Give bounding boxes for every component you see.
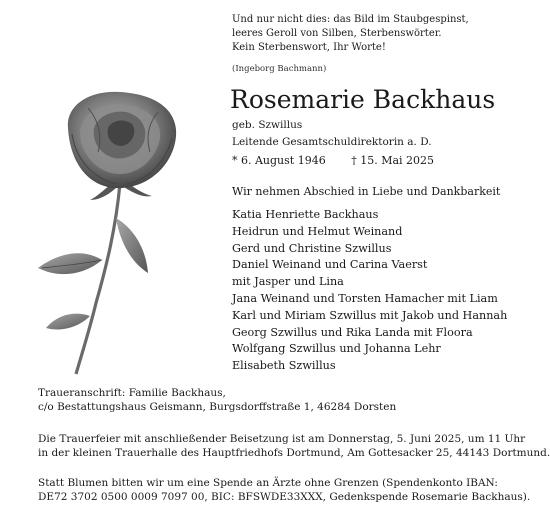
life-dates	[232, 154, 434, 167]
mourning-address	[38, 386, 396, 414]
death-date: † 15. Mai 2025	[351, 154, 435, 167]
list-item: Heidrun und Helmut Weinand	[232, 224, 403, 238]
list-item: Wolfgang Szwillus und Johanna Lehr	[232, 342, 441, 356]
ceremony-info	[38, 432, 550, 460]
address-line: c/o Bestattungshaus Geismann, Burgsdorffstraße 1, 46284 Dorsten	[38, 401, 397, 414]
deceased-name: Rosemarie Backhaus	[230, 85, 496, 114]
donation-line: Statt Blumen bitten wir um eine Spende an Ärzte ohne Grenzen (Spendenkonto IBAN:	[38, 477, 498, 489]
deceased-title: Leitende Gesamtschuldirektorin a. D.	[232, 136, 432, 148]
list-item: Elisabeth Szwillus	[232, 359, 336, 373]
poem-line: Kein Sterbenswort, Ihr Worte!	[232, 42, 386, 53]
donation-info	[38, 476, 530, 504]
list-item: Georg Szwillus und Rika Landa mit Floora	[232, 325, 473, 339]
address-line: Traueranschrift: Familie Backhaus,	[38, 387, 226, 399]
farewell-text: Wir nehmen Abschied in Liebe und Dankbarkeit	[232, 185, 501, 198]
poem	[232, 13, 469, 55]
poem-line: Und nur nicht dies: das Bild im Staubgespinst,	[232, 14, 469, 25]
poem-attribution: (Ingeborg Bachmann)	[232, 64, 327, 74]
birth-date: * 6. August 1946	[232, 154, 326, 167]
list-item: Katia Henriette Backhaus	[232, 208, 379, 221]
list-item: Jana Weinand und Torsten Hamacher mit Liam	[232, 291, 498, 305]
list-item: mit Jasper und Lina	[232, 275, 344, 289]
rose-image	[28, 88, 213, 378]
list-item: Karl und Miriam Szwillus mit Jakob und Hannah	[232, 308, 508, 322]
mourners-list	[232, 207, 507, 375]
poem-line: leeres Geroll von Silben, Sterbenswörter.	[232, 28, 442, 39]
ceremony-line: Die Trauerfeier mit anschließender Beisetzung ist am Donnerstag, 5. Juni 2025, um 11 Uhr	[38, 433, 526, 445]
ceremony-line: in der kleinen Trauerhalle des Hauptfriedhofs Dortmund, Am Gottesacker 25, 44143 Dortmund.	[38, 447, 550, 460]
donation-line: DE72 3702 0500 0009 7097 00, BIC: BFSWDE33XXX, Gedenkspende Rosemarie Backhaus).	[38, 491, 531, 504]
list-item: Gerd und Christine Szwillus	[232, 241, 392, 255]
birth-name: geb. Szwillus	[232, 119, 303, 131]
list-item: Daniel Weinand und Carina Vaerst	[232, 258, 428, 272]
